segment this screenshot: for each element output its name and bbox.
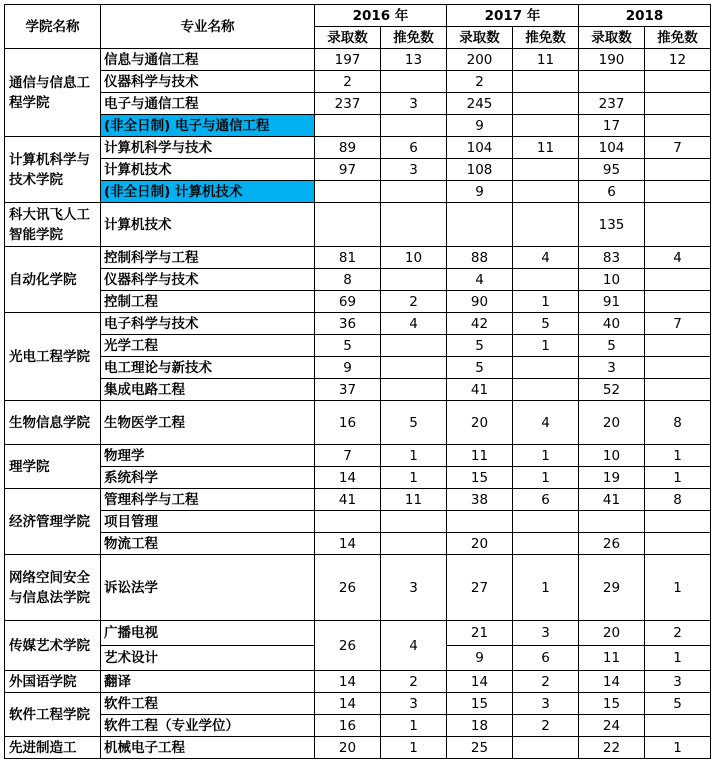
value-cell: 5 xyxy=(447,357,513,379)
value-cell: 24 xyxy=(579,715,645,737)
value-cell: 12 xyxy=(645,49,711,71)
value-cell: 14 xyxy=(315,467,381,489)
value-cell: 2 xyxy=(381,671,447,693)
value-cell: 20 xyxy=(447,533,513,555)
value-cell: 2 xyxy=(381,291,447,313)
value-cell: 1 xyxy=(513,555,579,621)
value-cell xyxy=(381,511,447,533)
value-cell: 10 xyxy=(579,269,645,291)
value-cell: 2 xyxy=(315,71,381,93)
college-name-cell: 光电工程学院 xyxy=(5,313,101,401)
value-cell: 36 xyxy=(315,313,381,335)
value-cell: 6 xyxy=(579,181,645,203)
college-name-cell: 科大讯飞人工智能学院 xyxy=(5,203,101,247)
value-cell xyxy=(447,511,513,533)
major-name-cell: 广播电视 xyxy=(101,621,315,646)
value-cell xyxy=(513,159,579,181)
value-cell: 89 xyxy=(315,137,381,159)
value-cell: 1 xyxy=(381,737,447,759)
value-cell: 41 xyxy=(315,489,381,511)
value-cell xyxy=(513,115,579,137)
college-name-cell: 生物信息学院 xyxy=(5,401,101,445)
value-cell xyxy=(381,379,447,401)
value-cell: 1 xyxy=(513,291,579,313)
major-name-cell: 诉讼法学 xyxy=(101,555,315,621)
college-name-cell: 网络空间安全与信息法学院 xyxy=(5,555,101,621)
value-cell: 37 xyxy=(315,379,381,401)
value-cell xyxy=(513,533,579,555)
value-cell: 1 xyxy=(381,467,447,489)
value-cell xyxy=(645,533,711,555)
value-cell: 20 xyxy=(315,737,381,759)
table-row xyxy=(5,247,711,269)
value-cell xyxy=(315,181,381,203)
value-cell xyxy=(645,269,711,291)
value-cell: 16 xyxy=(315,401,381,445)
value-cell xyxy=(645,291,711,313)
value-cell: 190 xyxy=(579,49,645,71)
value-cell: 81 xyxy=(315,247,381,269)
table-row xyxy=(5,533,711,555)
value-cell: 25 xyxy=(447,737,513,759)
value-cell xyxy=(381,357,447,379)
college-name-cell: 通信与信息工程学院 xyxy=(5,49,101,137)
value-cell: 8 xyxy=(645,401,711,445)
value-cell: 20 xyxy=(579,621,645,646)
value-cell: 5 xyxy=(645,693,711,715)
major-name-cell: 信息与通信工程 xyxy=(101,49,315,71)
value-cell: 15 xyxy=(579,693,645,715)
value-cell: 135 xyxy=(579,203,645,247)
value-cell xyxy=(513,269,579,291)
header-year-2017: 2017 年 xyxy=(447,5,579,27)
header-college: 学院名称 xyxy=(5,5,101,49)
table-row xyxy=(5,203,711,247)
major-name-cell: 软件工程（专业学位） xyxy=(101,715,315,737)
value-cell: 13 xyxy=(381,49,447,71)
value-cell: 17 xyxy=(579,115,645,137)
major-name-cell: 控制工程 xyxy=(101,291,315,313)
major-name-cell: 翻译 xyxy=(101,671,315,693)
value-cell: 14 xyxy=(315,693,381,715)
college-name-cell: 自动化学院 xyxy=(5,247,101,313)
value-cell: 11 xyxy=(579,646,645,671)
value-cell: 4 xyxy=(513,247,579,269)
value-cell: 3 xyxy=(645,671,711,693)
value-cell xyxy=(645,357,711,379)
value-cell: 245 xyxy=(447,93,513,115)
table-row xyxy=(5,737,711,759)
value-cell xyxy=(513,737,579,759)
value-cell: 3 xyxy=(381,555,447,621)
value-cell: 3 xyxy=(579,357,645,379)
major-name-cell: 生物医学工程 xyxy=(101,401,315,445)
major-name-cell: 项目管理 xyxy=(101,511,315,533)
value-cell xyxy=(513,181,579,203)
major-name-cell: 计算机科学与技术 xyxy=(101,137,315,159)
table-row xyxy=(5,555,711,621)
major-name-cell: 仪器科学与技术 xyxy=(101,269,315,291)
value-cell: 20 xyxy=(579,401,645,445)
table-row xyxy=(5,159,711,181)
table-row xyxy=(5,671,711,693)
value-cell xyxy=(513,203,579,247)
value-cell: 40 xyxy=(579,313,645,335)
value-cell: 9 xyxy=(447,646,513,671)
value-cell: 1 xyxy=(645,737,711,759)
value-cell: 4 xyxy=(447,269,513,291)
value-cell xyxy=(513,93,579,115)
value-cell: 2 xyxy=(513,671,579,693)
value-cell: 22 xyxy=(579,737,645,759)
value-cell: 11 xyxy=(513,49,579,71)
college-name-cell: 外国语学院 xyxy=(5,671,101,693)
table-row xyxy=(5,357,711,379)
value-cell: 91 xyxy=(579,291,645,313)
value-cell xyxy=(447,203,513,247)
value-cell: 1 xyxy=(513,467,579,489)
college-name-cell: 先进制造工 xyxy=(5,737,101,759)
value-cell: 14 xyxy=(315,671,381,693)
value-cell: 38 xyxy=(447,489,513,511)
header-year-2016: 2016 年 xyxy=(315,5,447,27)
college-name-cell: 软件工程学院 xyxy=(5,693,101,737)
value-cell xyxy=(645,379,711,401)
college-name-cell: 传媒艺术学院 xyxy=(5,621,101,671)
value-cell xyxy=(645,115,711,137)
table-row xyxy=(5,621,711,646)
value-cell: 237 xyxy=(315,93,381,115)
value-cell: 4 xyxy=(381,313,447,335)
value-cell xyxy=(513,379,579,401)
value-cell: 29 xyxy=(579,555,645,621)
value-cell: 3 xyxy=(381,693,447,715)
value-cell: 14 xyxy=(315,533,381,555)
value-cell xyxy=(645,511,711,533)
value-cell: 7 xyxy=(645,137,711,159)
value-cell: 4 xyxy=(513,401,579,445)
major-name-cell: 电工理论与新技术 xyxy=(101,357,315,379)
value-cell xyxy=(645,203,711,247)
header-exempt-2017: 推免数 xyxy=(513,27,579,49)
value-cell xyxy=(645,93,711,115)
value-cell: 11 xyxy=(381,489,447,511)
value-cell: 11 xyxy=(447,445,513,467)
major-name-cell: 系统科学 xyxy=(101,467,315,489)
table-row xyxy=(5,49,711,71)
value-cell: 10 xyxy=(381,247,447,269)
major-name-cell: 机械电子工程 xyxy=(101,737,315,759)
value-cell xyxy=(381,115,447,137)
header-major: 专业名称 xyxy=(101,5,315,49)
table-row xyxy=(5,313,711,335)
value-cell: 5 xyxy=(447,335,513,357)
table-row xyxy=(5,445,711,467)
table-row xyxy=(5,71,711,93)
header-admit-2018: 录取数 xyxy=(579,27,645,49)
table-row xyxy=(5,115,711,137)
header-exempt-2016: 推免数 xyxy=(381,27,447,49)
table-row xyxy=(5,467,711,489)
major-name-cell: (非全日制) 电子与通信工程 xyxy=(101,115,315,137)
value-cell xyxy=(513,511,579,533)
college-name-cell: 理学院 xyxy=(5,445,101,489)
value-cell: 5 xyxy=(315,335,381,357)
major-name-cell: 电子科学与技术 xyxy=(101,313,315,335)
major-name-cell: 计算机技术 xyxy=(101,159,315,181)
value-cell: 8 xyxy=(645,489,711,511)
value-cell: 6 xyxy=(513,646,579,671)
value-cell: 7 xyxy=(645,313,711,335)
value-cell: 14 xyxy=(447,671,513,693)
major-name-cell: 计算机技术 xyxy=(101,203,315,247)
value-cell: 18 xyxy=(447,715,513,737)
value-cell: 21 xyxy=(447,621,513,646)
table-row xyxy=(5,489,711,511)
major-name-cell: 管理科学与工程 xyxy=(101,489,315,511)
value-cell: 11 xyxy=(513,137,579,159)
value-cell: 1 xyxy=(645,646,711,671)
value-cell: 104 xyxy=(579,137,645,159)
table-row xyxy=(5,291,711,313)
value-cell: 3 xyxy=(381,159,447,181)
major-name-cell: (非全日制) 计算机技术 xyxy=(101,181,315,203)
value-cell: 4 xyxy=(645,247,711,269)
value-cell: 42 xyxy=(447,313,513,335)
value-cell: 6 xyxy=(381,137,447,159)
value-cell: 9 xyxy=(315,357,381,379)
table-row xyxy=(5,715,711,737)
value-cell: 5 xyxy=(381,401,447,445)
major-name-cell: 物流工程 xyxy=(101,533,315,555)
value-cell xyxy=(381,71,447,93)
value-cell: 15 xyxy=(447,693,513,715)
value-cell: 26 xyxy=(315,621,381,671)
value-cell: 26 xyxy=(315,555,381,621)
value-cell: 41 xyxy=(579,489,645,511)
value-cell: 1 xyxy=(645,445,711,467)
header-year-2018: 2018 xyxy=(579,5,711,27)
major-name-cell: 物理学 xyxy=(101,445,315,467)
value-cell xyxy=(315,115,381,137)
table-row xyxy=(5,693,711,715)
value-cell: 5 xyxy=(579,335,645,357)
value-cell xyxy=(513,71,579,93)
table-row xyxy=(5,93,711,115)
value-cell: 52 xyxy=(579,379,645,401)
value-cell xyxy=(381,203,447,247)
value-cell: 14 xyxy=(579,671,645,693)
value-cell xyxy=(645,181,711,203)
table-row xyxy=(5,511,711,533)
value-cell: 6 xyxy=(513,489,579,511)
college-name-cell: 计算机科学与技术学院 xyxy=(5,137,101,203)
value-cell: 1 xyxy=(645,555,711,621)
major-name-cell: 艺术设计 xyxy=(101,646,315,671)
value-cell: 97 xyxy=(315,159,381,181)
value-cell: 95 xyxy=(579,159,645,181)
major-name-cell: 软件工程 xyxy=(101,693,315,715)
value-cell xyxy=(381,533,447,555)
value-cell: 9 xyxy=(447,181,513,203)
value-cell: 108 xyxy=(447,159,513,181)
header-admit-2016: 录取数 xyxy=(315,27,381,49)
table-row xyxy=(5,379,711,401)
value-cell: 41 xyxy=(447,379,513,401)
major-name-cell: 仪器科学与技术 xyxy=(101,71,315,93)
value-cell xyxy=(579,71,645,93)
value-cell: 197 xyxy=(315,49,381,71)
value-cell xyxy=(315,203,381,247)
value-cell: 3 xyxy=(513,693,579,715)
value-cell xyxy=(315,511,381,533)
value-cell: 9 xyxy=(447,115,513,137)
value-cell: 69 xyxy=(315,291,381,313)
value-cell xyxy=(645,715,711,737)
value-cell xyxy=(645,335,711,357)
value-cell: 90 xyxy=(447,291,513,313)
value-cell: 1 xyxy=(513,445,579,467)
major-name-cell: 控制科学与工程 xyxy=(101,247,315,269)
value-cell: 2 xyxy=(447,71,513,93)
major-name-cell: 集成电路工程 xyxy=(101,379,315,401)
value-cell xyxy=(645,159,711,181)
value-cell: 3 xyxy=(513,621,579,646)
value-cell: 1 xyxy=(381,715,447,737)
value-cell xyxy=(381,181,447,203)
value-cell: 2 xyxy=(513,715,579,737)
college-name-cell: 经济管理学院 xyxy=(5,489,101,555)
value-cell: 26 xyxy=(579,533,645,555)
value-cell: 15 xyxy=(447,467,513,489)
table-row xyxy=(5,269,711,291)
admission-table xyxy=(4,4,711,759)
value-cell xyxy=(513,357,579,379)
major-name-cell: 电子与通信工程 xyxy=(101,93,315,115)
value-cell: 4 xyxy=(381,621,447,671)
header-exempt-2018: 推免数 xyxy=(645,27,711,49)
value-cell: 7 xyxy=(315,445,381,467)
value-cell: 3 xyxy=(381,93,447,115)
value-cell: 19 xyxy=(579,467,645,489)
value-cell: 200 xyxy=(447,49,513,71)
value-cell: 88 xyxy=(447,247,513,269)
value-cell: 104 xyxy=(447,137,513,159)
table-row xyxy=(5,401,711,445)
value-cell: 16 xyxy=(315,715,381,737)
value-cell: 1 xyxy=(381,445,447,467)
table-row xyxy=(5,137,711,159)
value-cell: 5 xyxy=(513,313,579,335)
table-row xyxy=(5,181,711,203)
major-name-cell: 光学工程 xyxy=(101,335,315,357)
value-cell: 237 xyxy=(579,93,645,115)
value-cell: 27 xyxy=(447,555,513,621)
value-cell: 83 xyxy=(579,247,645,269)
value-cell: 20 xyxy=(447,401,513,445)
table-row xyxy=(5,335,711,357)
value-cell: 2 xyxy=(645,621,711,646)
value-cell xyxy=(579,511,645,533)
header-admit-2017: 录取数 xyxy=(447,27,513,49)
value-cell: 1 xyxy=(645,467,711,489)
value-cell: 8 xyxy=(315,269,381,291)
value-cell: 1 xyxy=(513,335,579,357)
value-cell xyxy=(381,269,447,291)
value-cell: 10 xyxy=(579,445,645,467)
value-cell xyxy=(645,71,711,93)
value-cell xyxy=(381,335,447,357)
